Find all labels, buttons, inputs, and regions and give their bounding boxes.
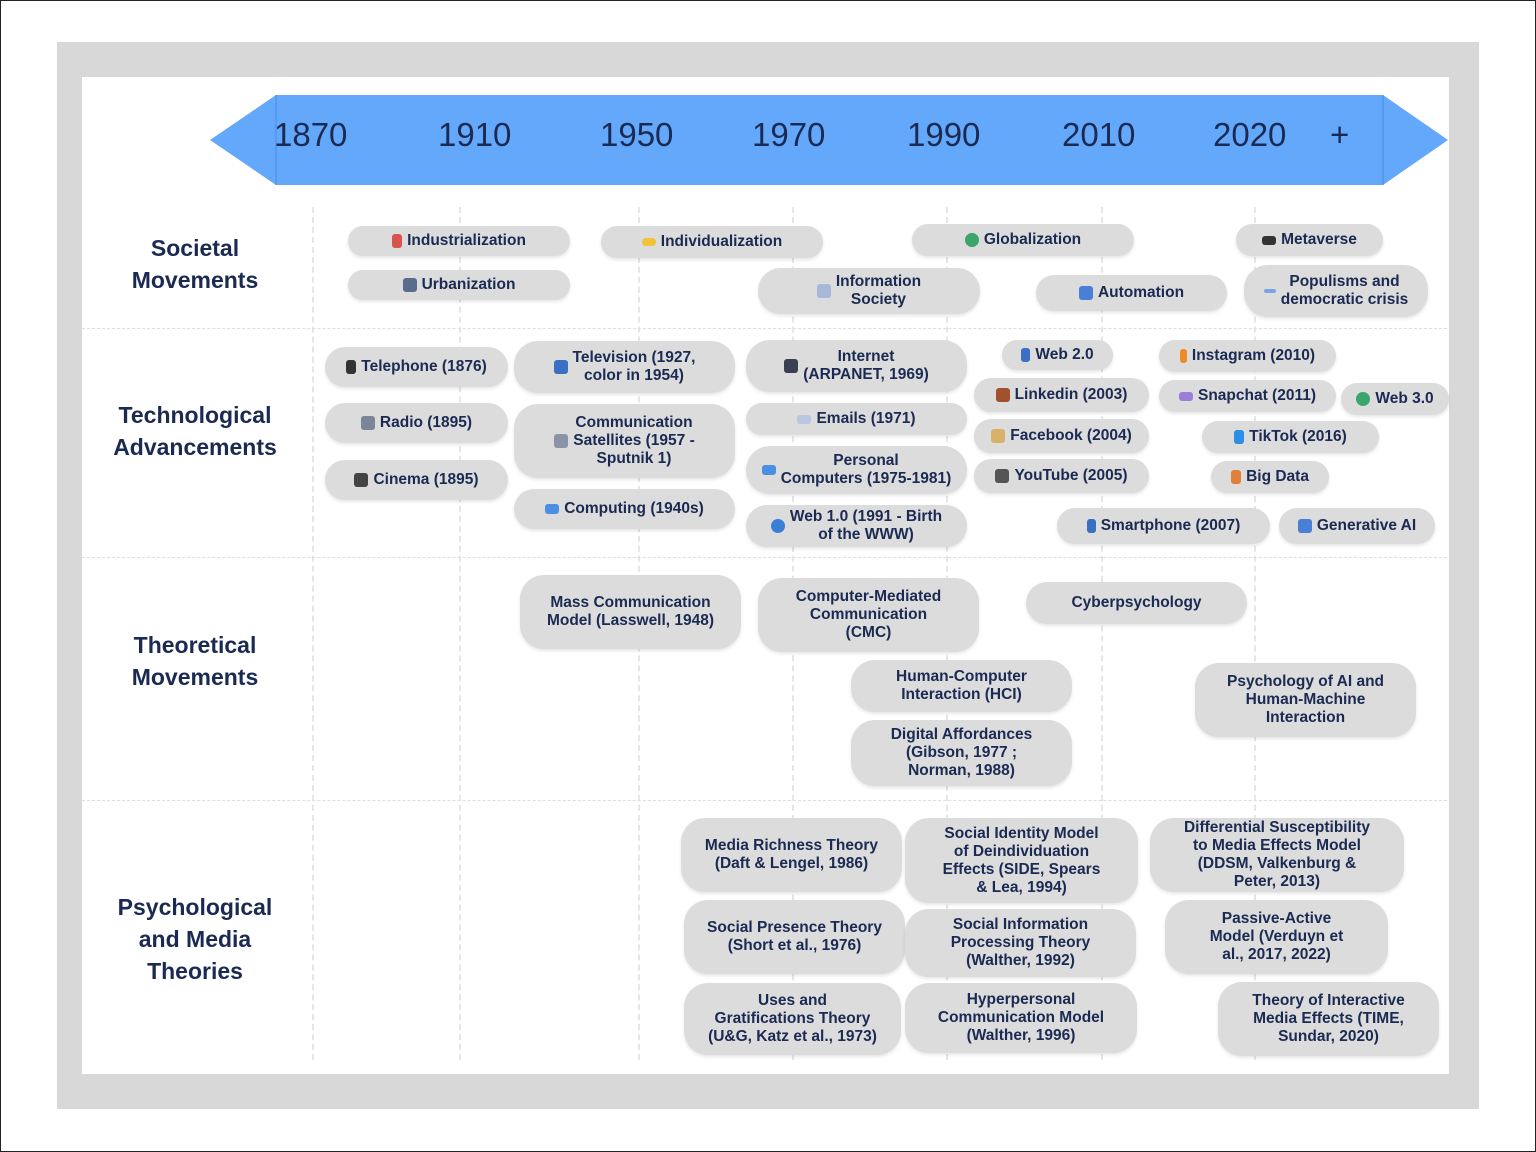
camera-icon — [995, 469, 1009, 483]
year-1910: 1910 — [438, 116, 512, 153]
pill-web3: Web 3.0 — [1341, 383, 1449, 415]
pill-psychology-of-ai: Psychology of AI and Human-Machine Interaction — [1195, 663, 1416, 737]
mobile-icon — [1087, 519, 1096, 533]
ellipsis-icon — [1264, 289, 1276, 293]
pill-youtube: YouTube (2005) — [974, 459, 1149, 493]
globe-icon — [1356, 392, 1370, 406]
pill-radio: Radio (1895) — [325, 403, 508, 443]
pill-linkedin: Linkedin (2003) — [974, 378, 1149, 412]
pill-tiktok: TikTok (2016) — [1202, 421, 1379, 453]
city-icon — [403, 278, 417, 292]
handshake-icon — [642, 238, 656, 246]
document-icon — [817, 284, 831, 298]
globe-icon — [965, 233, 979, 247]
pill-globalization: Globalization — [912, 224, 1134, 256]
pill-cyberpsychology: Cyberpsychology — [1026, 582, 1247, 624]
row-label-psychological: Psychological and Media Theories — [117, 894, 273, 984]
pill-individualization: Individualization — [601, 226, 823, 258]
radio-icon — [361, 416, 375, 430]
pill-generative-ai: Generative AI — [1279, 508, 1435, 544]
pill-television: Television (1927, color in 1954) — [514, 341, 735, 393]
thermometer-icon — [1180, 349, 1187, 363]
pill-media-richness: Media Richness Theory (Daft & Lengel, 1986) — [681, 818, 902, 892]
funnel-icon — [1179, 392, 1193, 401]
pill-snapchat: Snapchat (2011) — [1159, 380, 1336, 412]
year-2010: 2010 — [1062, 116, 1136, 153]
pill-passive-active: Passive-Active Model (Verduyn et al., 2017, 2022) — [1165, 900, 1388, 974]
phone-icon — [346, 360, 356, 374]
row-label-theoretical: Theoretical Movements — [131, 632, 259, 690]
pill-urbanization: Urbanization — [348, 270, 570, 300]
year-1870: 1870 — [274, 116, 348, 153]
globe-icon — [771, 519, 785, 533]
row-label-technological: Technological Advancements — [113, 402, 277, 460]
pill-hyperpersonal: Hyperpersonal Communication Model (Walther, 1996) — [905, 983, 1137, 1053]
pill-hci: Human-Computer Interaction (HCI) — [851, 660, 1072, 712]
rocket-icon — [1079, 286, 1093, 300]
row-divider — [82, 800, 1447, 801]
floppy-icon — [784, 359, 798, 373]
pill-metaverse: Metaverse — [1236, 224, 1383, 256]
year-1990: 1990 — [907, 116, 981, 153]
tv-icon — [554, 360, 568, 374]
pill-automation: Automation — [1036, 275, 1227, 311]
house-icon — [991, 429, 1005, 443]
briefcase-icon — [996, 388, 1010, 402]
mobile-icon — [1021, 348, 1030, 362]
grid-vline — [312, 207, 314, 1060]
pill-side-model: Social Identity Model of Deindividuation Effects (SIDE, Spears & Lea, 1994) — [905, 818, 1138, 903]
pill-smartphone: Smartphone (2007) — [1057, 508, 1270, 544]
pill-mass-communication: Mass Communication Model (Lasswell, 1948) — [520, 575, 741, 649]
year-1950: 1950 — [600, 116, 674, 153]
pill-telephone: Telephone (1876) — [325, 347, 508, 387]
pill-emails: Emails (1971) — [746, 403, 967, 435]
pill-cinema: Cinema (1895) — [325, 460, 508, 500]
pill-web2: Web 2.0 — [1002, 340, 1113, 370]
pill-populisms: Populisms and democratic crisis — [1244, 265, 1428, 317]
grid-vline — [459, 207, 461, 1060]
year-plus: + — [1330, 116, 1350, 153]
pill-big-data: Big Data — [1211, 461, 1329, 493]
factory-icon — [392, 234, 402, 248]
pill-personal-computers: Personal Computers (1975-1981) — [746, 446, 967, 494]
pill-time: Theory of Interactive Media Effects (TIME, Sundar, 2020) — [1218, 982, 1439, 1056]
row-label-societal: Societal Movements — [131, 235, 259, 293]
year-1970: 1970 — [752, 116, 826, 153]
pill-computing: Computing (1940s) — [514, 489, 735, 529]
robot-icon — [1298, 519, 1312, 533]
bar-chart-icon — [1231, 470, 1241, 484]
satellite-icon — [554, 434, 568, 448]
pill-industrialization: Industrialization — [348, 226, 570, 256]
pill-ddsm: Differential Susceptibility to Media Effects Model (DDSM, Valkenburg & Peter, 2013) — [1150, 818, 1404, 892]
pill-uses-gratifications: Uses and Gratifications Theory (U&G, Katz et al., 1973) — [684, 983, 901, 1055]
row-divider — [82, 328, 1447, 329]
pill-information-society: Information Society — [758, 268, 980, 314]
pill-web1: Web 1.0 (1991 - Birth of the WWW) — [746, 505, 967, 547]
gamepad-icon — [1262, 236, 1276, 245]
pill-digital-affordances: Digital Affordances (Gibson, 1977 ; Norman, 1988) — [851, 720, 1072, 786]
camera-icon — [354, 473, 368, 487]
pill-facebook: Facebook (2004) — [974, 419, 1149, 453]
pill-social-information-processing: Social Information Processing Theory (Walther, 1992) — [905, 909, 1136, 977]
pill-instagram: Instagram (2010) — [1159, 340, 1336, 372]
computer-icon — [545, 504, 559, 514]
row-divider — [82, 557, 1447, 558]
pill-social-presence: Social Presence Theory (Short et al., 1976) — [684, 900, 905, 974]
pill-internet: Internet (ARPANET, 1969) — [746, 340, 967, 392]
pill-cmc: Computer-Mediated Communication (CMC) — [758, 578, 979, 652]
year-2020: 2020 — [1213, 116, 1287, 153]
pill-satellites: Communication Satellites (1957 - Sputnik 1) — [514, 404, 735, 478]
music-note-icon — [1234, 430, 1244, 444]
envelope-icon — [797, 415, 811, 424]
computer-icon — [762, 465, 776, 475]
